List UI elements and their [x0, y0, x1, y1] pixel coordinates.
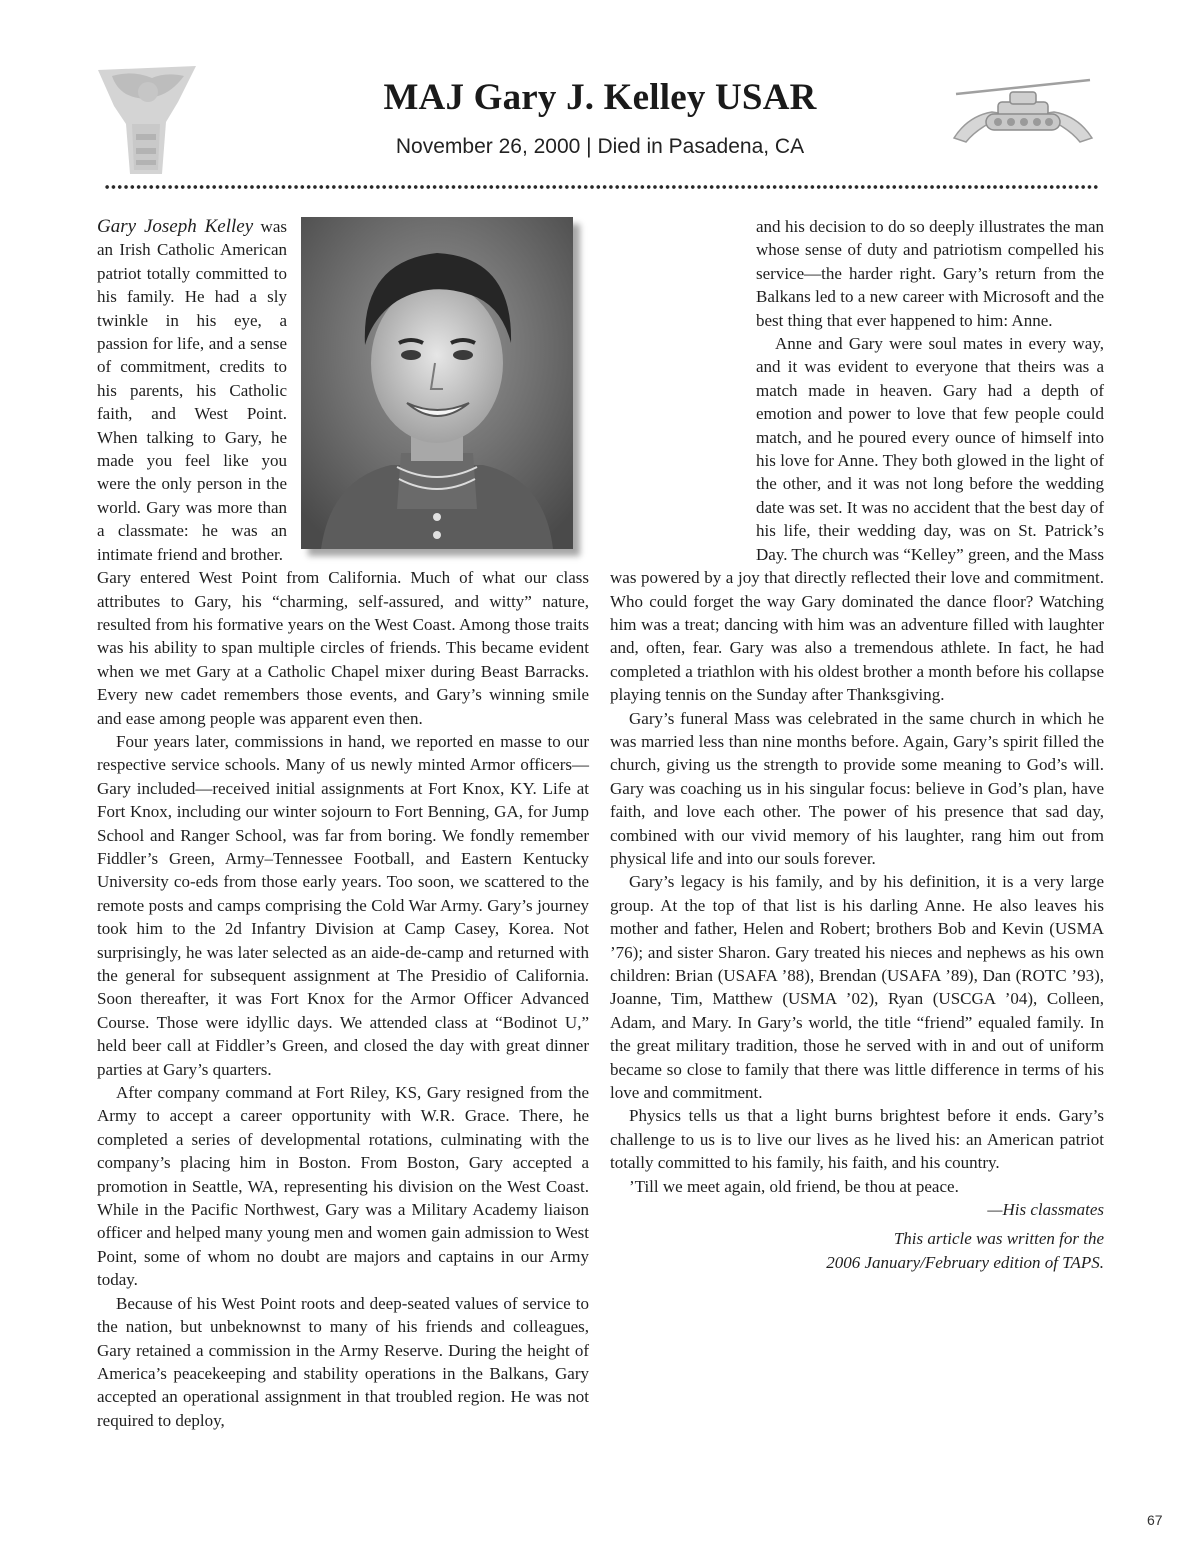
- signature: —His classmates: [987, 1200, 1104, 1220]
- paragraph-3: Four years later, commissions in hand, we reported en masse to our respective service schools. Many of us newly minted Armor officers—Gary included—received initial assignments at Fort Knox, KY. Life at Fort Knox, including our winter sojourn to Fort Benning, GA, for Jump School and Ranger School, was far from boring. We fondly remember Fiddler’s Green, Army–Tennessee Football, and Eastern Kentucky University co-eds from those early years. Too soon, we scattered to the remote posts and camps comprising the Cold War Army. Gary’s journey took him to the 2d Infantry Division at Camp Casey, Korea. Not surprisingly, he was later selected as an aide-de-camp and returned with the general for subsequent assignment at The Presidio of California. Soon thereafter, it was Fort Knox for the Armor Officer Advanced Course. Those were idyllic days. We attended class at “Bodinot U,” held beer call at Fiddler’s Green, and closed the day with great dinner parties at Gary’s quarters.: [97, 731, 589, 1079]
- source-note-line-2: 2006 January/February edition of TAPS.: [826, 1252, 1104, 1272]
- page-title: MAJ Gary J. Kelley USAR: [383, 77, 817, 118]
- paragraph-4: After company command at Fort Riley, KS, Gary resigned from the Army to accept a career opportunity with W.R. Grace. There, he completed a series of developmental rotations, culminating with the company’s placing him in Boston. From Boston, Gary accepted a promotion in Seattle, WA, representing his division on the West Coast. While in the Pacific Northwest, Gary was a Military Academy liaison officer and helped many young men and women gain admission to West Point, some of whom no doubt are majors and captains in our Army today.: [97, 1083, 589, 1290]
- portrait-frame: [301, 217, 589, 560]
- dotted-divider: [104, 184, 1098, 190]
- page-number: 67: [1147, 1512, 1163, 1528]
- paragraph-9: Gary’s legacy is his family, and by his definition, it is a very large group. At the top of that list is his darling Anne. He also leaves his mother and father, Helen and Robert; brothers Bob and Kevin (USMA ’76); and sister Sharon. Gary treated his nieces and nephews as his own children: Brian (USAFA ’88), Brendan (USAFA ’89), Dan (ROTC ’93), Joanne, Tim, Matthew (USMA ’02), Ryan (USCGA ’04), Colleen, Adam, and Mary. In Gary’s world, the title “friend” equaled family. In the great military tradition, those he served with in and out of uniform became so close to family that there was little difference in terms of his love and commitment.: [610, 872, 1104, 1103]
- photo-wrap-spacer: [610, 215, 752, 563]
- intro-name: Gary Joseph Kelley: [97, 216, 254, 237]
- paragraph-6: and his decision to do so deeply illustrates the man whose sense of duty and patriotism compelled his service—the harder right. Gary’s return from the Balkans led to a new career with Microsoft and the best thing that ever happened to him: Anne.: [756, 217, 1104, 330]
- paragraph-11: ’Till we meet again, old friend, be thou at peace.: [629, 1176, 959, 1196]
- paragraph-7: Anne and Gary were soul mates in every way, and it was evident to everyone that theirs was a match made in heaven. Gary had a depth of emotion and power to love that few people could match, and he poured every ounce of himself into his love for Anne. They both glowed in the light of the other, and it was not long before the wedding date was set. It was no accident that the best day of his life, their wedding day, was on St. Patrick’s Day. The church was “Kelley” green, and the Mass was powered by a joy that directly reflected their love and commitment. Who could forget the way Gary dominated the dance floor? Watching him was a treat; dancing with him was an adventure filled with laughter and, often, fear. Gary was also a tremendous athlete. In fact, he had completed a triathlon with his oldest brother a month before his collapse playing tennis on the Sunday after Thanksgiving.: [610, 334, 1104, 705]
- paragraph-10: Physics tells us that a light burns brightest before it ends. Gary’s challenge to us is to live our lives as he lived his: an American patriot totally committed to his family, his faith, and his country.: [610, 1106, 1104, 1173]
- paragraph-5: Because of his West Point roots and deep-seated values of service to the nation, but unbeknownst to many of his friends and colleagues, Gary retained a commission in the Army Reserve. During the height of America’s peacekeeping and stability operations in the Balkans, Gary accepted an operational assignment in that troubled region. He was not required to deploy,: [97, 1293, 589, 1430]
- armor-insignia-icon: [948, 72, 1098, 148]
- portrait-photo: [301, 217, 573, 549]
- page-subtitle: November 26, 2000 | Died in Pasadena, CA: [395, 135, 805, 158]
- right-column: [610, 215, 1104, 1274]
- source-note-line-1: This article was written for the: [893, 1229, 1104, 1249]
- left-column: [97, 215, 589, 1432]
- paragraph-2: Gary entered West Point from California. Much of what our class attributes to Gary, his “charming, self-assured, and witty” nature, resulted from his formative years on the West Coast. Among those traits was his ability to span multiple circles of friends. This became evident when we met Gary at a Catholic Chapel mixer during Beast Barracks. Every new cadet remembers those events, and Gary’s winning smile and ease among people was apparent even then.: [97, 568, 589, 728]
- paragraph-8: Gary’s funeral Mass was celebrated in the same church in which he was married less than nine months before. Again, Gary’s spirit filled the church, giving us the strength to provide some meaning to God’s will. Gary was coaching us in his singular focus: believe in God’s plan, have faith, and love each other. The power of his presence that sad day, combined with our vivid memory of his laughter, rang him out from physical life and into our souls forever.: [610, 708, 1104, 868]
- paragraph-1: was an Irish Catholic American patriot totally committed to his family. He had a sly twinkle in his eye, a passion for life, and a sense of commitment, credits to his parents, his Catholic faith, and West Point. When talking to Gary, he made you feel like you were the only person in the world. Gary was more than a classmate: he was an intimate friend and brother.: [97, 217, 287, 564]
